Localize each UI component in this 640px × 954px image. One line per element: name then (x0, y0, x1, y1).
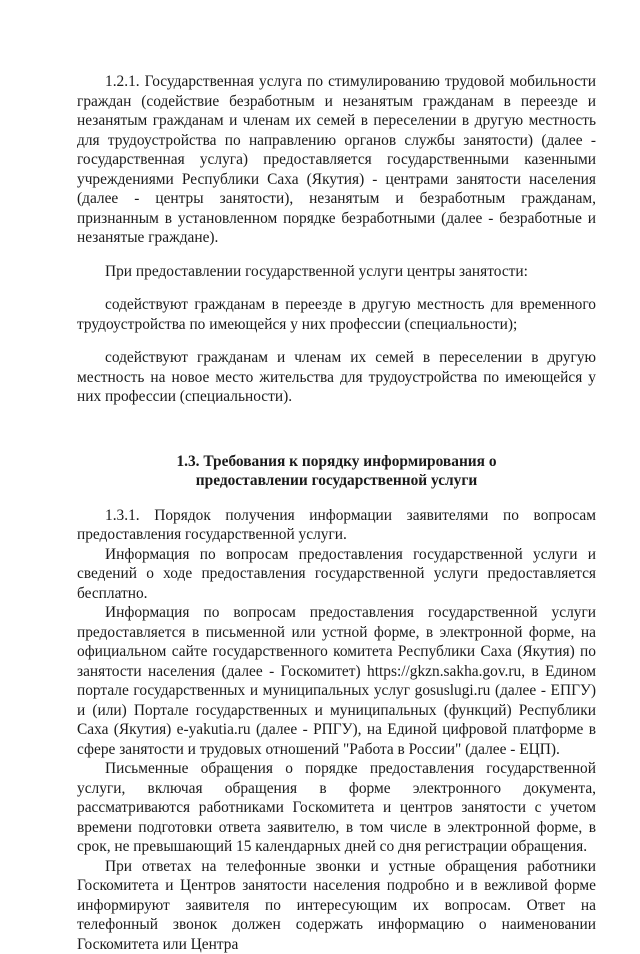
paragraph-phone-requests: При ответах на телефонные звонки и устные обращения работники Госкомитета и Центров занятости населения подробно и в вежливой форме информируют заявителя по интересующим их вопросам. Ответ на телефонный звонок должен содержать информацию о наименовании Госкомитета или Центра (77, 857, 596, 954)
paragraph-written-requests: Письменные обращения о порядке предоставления государственной услуги, включая обращения в форме электронного документа, рассматриваются работниками Госкомитета и центров занятости с учетом времени подготовки ответа заявителю, в том числе в электронной форме, в срок, не превышающий 15 календарных дней со дня регистрации обращения. (77, 759, 596, 857)
document-page (77, 72, 596, 954)
paragraph-family-resettlement: содействуют гражданам и членам их семей в переселении в другую местность на новое место жительства для трудоустройства по имеющейся у них профессии (специальности). (77, 348, 596, 407)
paragraph-information-channels: Информация по вопросам предоставления государственной услуги предоставляется в письменной или устной форме, в электронной форме, на официальном сайте государственного комитета Республики Саха (Якутия) по занятости населения (далее - Госкомитет) https://gkzn.sakha.gov.ru, в Едином портале государственных и муниципальных услуг gosuslugi.ru (далее - ЕПГУ) и (или) Портале государственных и муниципальных (функций) Республики Саха (Якутия) e-yakutia.ru (далее - РПГУ), на Единой цифровой платформе в сфере занятости и трудовых отношений "Работа в России" (далее - ЕЦП). (77, 603, 596, 759)
paragraph-1-2-1: 1.2.1. Государственная услуга по стимулированию трудовой мобильности граждан (содействие безработным и незанятым гражданам в переезде и незанятым гражданам и членам их семей в переселении в другую местность для трудоустройства по направлению органов службы занятости) (далее - государственная услуга) предоставляется государственными казенными учреждениями Республики Саха (Якутия) - центрами занятости населения (далее - центры занятости), незанятым и безработным гражданам, признанным в установленном порядке безработными (далее - безработные и незанятые граждане). (77, 72, 596, 248)
paragraph-1-3-1: 1.3.1. Порядок получения информации заявителями по вопросам предоставления государственной услуги. (77, 506, 596, 545)
paragraph-temporary-relocation: содействуют гражданам в переезде в другую местность для временного трудоустройства по имеющейся у них профессии (специальности); (77, 295, 596, 334)
section-heading-1-3: 1.3. Требования к порядку информирования о предоставлении государственной услуги (77, 452, 596, 490)
paragraph-services-intro: При предоставлении государственной услуги центры занятости: (77, 262, 596, 282)
paragraph-free-information: Информация по вопросам предоставления государственной услуги и сведений о ходе предоставления государственной услуги предоставляется бесплатно. (77, 545, 596, 604)
